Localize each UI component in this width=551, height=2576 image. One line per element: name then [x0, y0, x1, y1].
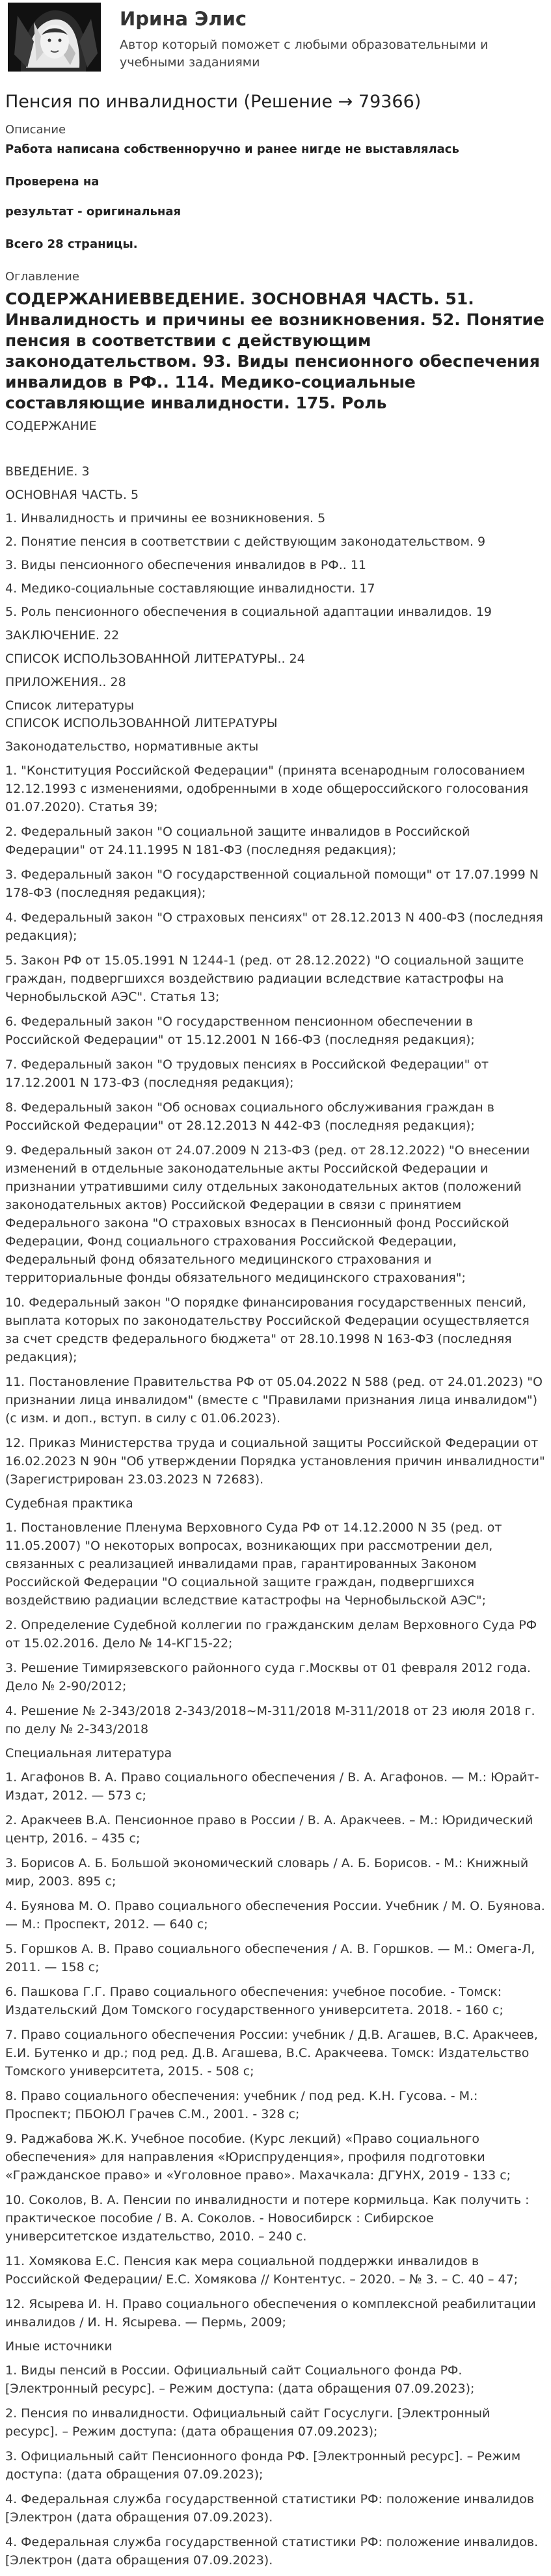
literature-item: 4. Буянова М. О. Право социального обеспечения России. Учебник / М. О. Буянова. — М.: Проспект, 2012. — 640 с;: [5, 1899, 545, 1932]
literature-item: 9. Раджабова Ж.К. Учебное пособие. (Курс лекций) «Право социального обеспечения» для направления «Юриспруденция», профиля подготовки «Гражданское право» и «Уголовное право». Махачкала: ДГУНХ, 2019 - 133 с;: [5, 2132, 511, 2183]
law-item: 3. Федеральный закон "О государственной социальной помощи" от 17.07.1999 N 178-ФЗ (последняя редакция);: [5, 868, 539, 900]
law-item: 10. Федеральный закон "О порядке финансирования государственных пенсий, выплата которых по законодательству Российской Федерации осуществляется за счет средств федерального бюджета" от 28.10.1998 N 163-ФЗ (последняя редакция);: [5, 1295, 530, 1364]
toc-item: 3. Виды пенсионного обеспечения инвалидов в РФ.. 11: [5, 558, 366, 572]
court-item: 4. Решение № 2-343/2018 2-343/2018~М-311/2018 М-311/2018 от 23 июля 2018 г. по делу № 2-343/2018: [5, 1704, 535, 1736]
toc-item: 1. Инвалидность и причины ее возникновения. 5: [5, 511, 326, 525]
law-item: 7. Федеральный закон "О трудовых пенсиях в Российской Федерации" от 17.12.2001 N 173-ФЗ (последняя редакция);: [5, 1057, 489, 1090]
special-list: [5, 1768, 545, 2331]
lit-label: Список литературы: [5, 698, 134, 713]
literature-item: 2. Аракчеев В.А. Пенсионное право в России / В. А. Аракчеев. – М.: Юридический центр, 2016. – 435 с;: [5, 1813, 533, 1846]
law-item: 11. Постановление Правительства РФ от 05.04.2022 N 588 (ред. от 24.01.2023) "О признании лица инвалидом" (вместе с "Правилами признания лица инвалидом") (с изм. и доп., вступ. в силу с 01.06.2023).: [5, 1375, 543, 1426]
description-line: результат - оригинальная: [5, 205, 181, 219]
literature-item: 11. Хомякова Е.С. Пенсия как мера социальной поддержки инвалидов в Российской Федерации/ Е.С. Хомякова // Контентус. – 2020. – № 3. – С. 40 – 47;: [5, 2254, 518, 2287]
toc-item: ВВЕДЕНИЕ. 3: [5, 464, 90, 479]
literature-item: 8. Право социального обеспечения: учебник / под ред. К.Н. Гусова. - М.: Проспект; ПБОЮЛ Грачев С.М., 2001. - 328 с;: [5, 2089, 478, 2121]
law-item: 5. Закон РФ от 15.05.1991 N 1244-1 (ред. от 28.12.2022) "О социальной защите граждан, подвергшихся воздействию радиации вследствие катастрофы на Чернобыльской АЭС". Статья 13;: [5, 953, 524, 1004]
description-line: Проверена на: [5, 175, 100, 189]
lit-heading: СПИСОК ИСПОЛЬЗОВАННОЙ ЛИТЕРАТУРЫ: [5, 716, 278, 730]
other-heading: Иные источники: [5, 2339, 113, 2354]
literature-item: 5. Горшков А. В. Право социального обеспечения / А. В. Горшков. — М.: Омега-Л, 2011. — 158 с;: [5, 1942, 535, 1974]
source-item: 2. Пенсия по инвалидности. Официальный сайт Госуслуги. [Электронный ресурс]. – Режим доступа: (дата обращения 07.09.2023);: [5, 2406, 491, 2439]
law-item: 1. "Конституция Российской Федерации" (принята всенародным голосованием 12.12.1993 с изменениями, одобренными в ходе общероссийского голосования 01.07.2020). Статья 39;: [5, 764, 529, 814]
avatar-photo-icon: [8, 3, 101, 72]
description-line: Работа написана собственноручно и ранее нигде не выставлялась: [5, 142, 459, 156]
source-item: 3. Официальный сайт Пенсионного фонда РФ. [Электронный ресурс]. – Режим доступа: (дата обращения 07.09.2023);: [5, 2449, 521, 2482]
laws-list: [5, 762, 545, 1489]
literature-item: 6. Пашкова Г.Г. Право социального обеспечения: учебное пособие. - Томск: Издательский Дом Томского государственного университета. 2018. - 160 с;: [5, 1985, 504, 2017]
other-list: [5, 2361, 545, 2569]
author-card: [8, 3, 541, 74]
law-item: 2. Федеральный закон "О социальной защите инвалидов в Российской Федерации" от 24.11.1995 N 181-ФЗ (последняя редакция);: [5, 825, 470, 857]
toc-item: ЗАКЛЮЧЕНИЕ. 22: [5, 628, 120, 643]
toc-list: [5, 463, 545, 691]
author-avatar[interactable]: [8, 3, 101, 72]
laws-heading: Законодательство, нормативные акты: [5, 739, 259, 754]
toc-item: 5. Роль пенсионного обеспечения в социальной адаптации инвалидов. 19: [5, 605, 492, 619]
special-heading: Специальная литература: [5, 1746, 172, 1760]
court-heading: Судебная практика: [5, 1496, 133, 1511]
source-item: 1. Виды пенсий в России. Официальный сайт Социального фонда РФ. [Электронный ресурс]. – Режим доступа: (дата обращения 07.09.2023);: [5, 2363, 475, 2396]
description-line: Всего 28 страницы.: [5, 237, 138, 251]
source-item: 4. Федеральная служба государственной статистики РФ: положение инвалидов [Электрон (дата обращения 07.09.2023).: [5, 2492, 535, 2525]
law-item: 4. Федеральный закон "О страховых пенсиях" от 28.12.2013 N 400-ФЗ (последняя редакция);: [5, 910, 543, 943]
toc-heading: СОДЕРЖАНИЕВВЕДЕНИЕ. 3ОСНОВНАЯ ЧАСТЬ. 51. Инвалидность и причины ее возникновения. 52. Понятие пенсия в соответствии с действующим законодательством. 93. Виды пенсионного обеспечения инвалидов в РФ.. 114. Медико-социальные составляющие инвалидности. 175. Роль: [5, 289, 544, 412]
literature-item: 1. Агафонов В. А. Право социального обеспечения / В. А. Агафонов. — М.: Юрайт-Издат, 2012. — 573 с;: [5, 1770, 539, 1803]
law-item: 8. Федеральный закон "Об основах социального обслуживания граждан в Российской Федерации" от 28.12.2013 N 442-ФЗ (последняя редакция);: [5, 1100, 494, 1133]
source-item: 4. Федеральная служба государственной статистики РФ: положение инвалидов. [Электрон (дата обращения 07.09.2023).: [5, 2535, 539, 2568]
law-item: 6. Федеральный закон "О государственном пенсионном обеспечении в Российской Федерации" от 15.12.2001 N 166-ФЗ (последняя редакция);: [5, 1015, 475, 1047]
court-item: 3. Решение Тимирязевского районного суда г.Москвы от 01 февраля 2012 года. Дело № 2-90/2012;: [5, 1661, 531, 1693]
court-list: [5, 1519, 545, 1738]
court-item: 1. Постановление Пленума Верховного Суда РФ от 14.12.2000 N 35 (ред. от 11.05.2007) "О некоторых вопросах, возникающих при рассмотрении дел, связанных с реализацией инвалидами прав, гарантированных Законом Российской Федерации "О социальной защите граждан, подвергшихся воздействию радиации вследствие катастрофы на Чернобыльской АЭС";: [5, 1520, 502, 1608]
toc-item: ПРИЛОЖЕНИЯ.. 28: [5, 675, 126, 689]
toc-item: ОСНОВНАЯ ЧАСТЬ. 5: [5, 488, 139, 502]
literature-item: 10. Соколов, В. А. Пенсии по инвалидности и потере кормильца. Как получить : практическое пособие / В. А. Соколов. - Новосибирск : Сибирское университетское издательство, 2010. – 240 с.: [5, 2193, 530, 2244]
work-title: Пенсия по инвалидности (Решение → 79366): [5, 92, 422, 112]
toc-item: 4. Медико-социальные составляющие инвалидности. 17: [5, 581, 375, 596]
author-description: Автор который поможет с любыми образовательными и учебными заданиями: [120, 38, 489, 70]
work-content: [5, 91, 545, 2576]
description-label: Описание: [5, 123, 66, 137]
literature-item: 12. Ясырева И. Н. Право социального обеспечения о комплексной реабилитации инвалидов / И. Н. Ясырева. — Пермь, 2009;: [5, 2297, 536, 2330]
law-item: 9. Федеральный закон от 24.07.2009 N 213-ФЗ (ред. от 28.12.2022) "О внесении изменений в отдельные законодательные акты Российской Федерации и признании утратившими силу отдельных законодательных актов (положений законодательных актов) Российской Федерации в связи с принятием Федерального закона "О страховых взносах в Пенсионный фонд Российской Федерации, Фонд социального страхования Российской Федерации, Федеральный фонд обязательного медицинского страхования и территориальные фонды обязательного медицинского страхования";: [5, 1143, 530, 1285]
law-item: 12. Приказ Министерства труда и социальной защиты Российской Федерации от 16.02.2023 N 90н "Об утверждении Порядка установления причин инвалидности" (Зарегистрирован 23.03.2023 N 72683).: [5, 1436, 545, 1487]
author-name[interactable]: Ирина Элис: [120, 8, 247, 30]
toc-item: СПИСОК ИСПОЛЬЗОВАННОЙ ЛИТЕРАТУРЫ.. 24: [5, 652, 305, 666]
court-item: 2. Определение Судебной коллегии по гражданским делам Верховного Суда РФ от 15.02.2016. Дело № 14-КГ15-22;: [5, 1618, 537, 1651]
literature-item: 7. Право социального обеспечения России: учебник / Д.В. Агашев, В.С. Аракчеев, Е.И. Бутенко и др.; под ред. Д.В. Агашева, В.С. Аракчеева. Томск: Издательство Томского университета, 2015. - 508 с;: [5, 2028, 538, 2078]
toc-item: 2. Понятие пенсия в соответствии с действующим законодательством. 9: [5, 535, 486, 549]
toc-content-title: СОДЕРЖАНИЕ: [5, 419, 97, 433]
toc-label: Оглавление: [5, 270, 79, 284]
literature-item: 3. Борисов А. Б. Большой экономический словарь / А. Б. Борисов. - М.: Книжный мир, 2003. 895 с;: [5, 1856, 529, 1889]
